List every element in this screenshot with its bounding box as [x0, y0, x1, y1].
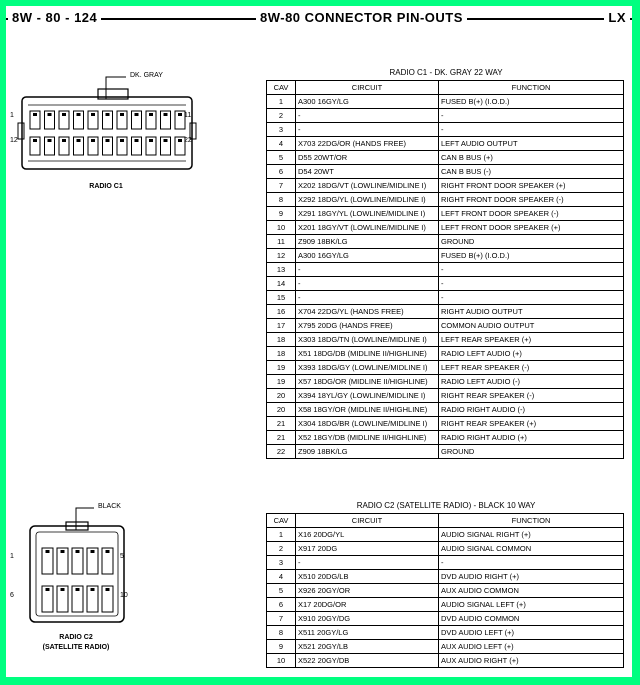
table-row [267, 249, 624, 263]
table-row [267, 640, 624, 654]
function-cell: DVD AUDIO LEFT (+) [439, 626, 624, 640]
table-row [267, 570, 624, 584]
circuit-cell: X17 20DG/OR [296, 598, 439, 612]
c1-cavity-latch [77, 139, 81, 142]
circuit-cell: X291 18GY/YL (LOWLINE/MIDLINE I) [296, 207, 439, 221]
cav-cell: 1 [267, 95, 296, 109]
function-cell: LEFT FRONT DOOR SPEAKER (+) [439, 221, 624, 235]
cav-cell: 16 [267, 305, 296, 319]
circuit-cell: X704 22DG/YL (HANDS FREE) [296, 305, 439, 319]
table-row [267, 151, 624, 165]
function-cell: GROUND [439, 235, 624, 249]
circuit-cell: X202 18DG/VT (LOWLINE/MIDLINE I) [296, 179, 439, 193]
function-cell: LEFT AUDIO OUTPUT [439, 137, 624, 151]
c2-connector-subname: (SATELLITE RADIO) [42, 644, 110, 651]
c1-cavity-latch [178, 113, 182, 116]
table-row [267, 179, 624, 193]
function-cell: RADIO LEFT AUDIO (+) [439, 347, 624, 361]
c1-cavity-latch [62, 113, 66, 116]
circuit-cell: - [296, 556, 439, 570]
c1-cavity-latch [149, 139, 153, 142]
table-row [267, 626, 624, 640]
cav-cell: 6 [267, 165, 296, 179]
cav-cell: 11 [267, 235, 296, 249]
table-row [267, 556, 624, 570]
cav-cell: 20 [267, 403, 296, 417]
c1-cavity-latch [48, 139, 52, 142]
page-title: 8W-80 CONNECTOR PIN-OUTS [256, 10, 467, 25]
table-row [267, 137, 624, 151]
table-row [267, 291, 624, 305]
cav-cell: 20 [267, 389, 296, 403]
c1-connector-name: RADIO C1 [89, 183, 123, 190]
circuit-cell: X910 20GY/DG [296, 612, 439, 626]
function-header: FUNCTION [439, 81, 624, 95]
table-row [267, 333, 624, 347]
radio-c1-connector-drawing [6, 61, 246, 191]
cav-cell: 2 [267, 542, 296, 556]
circuit-cell: - [296, 109, 439, 123]
function-cell: FUSED B(+) (I.O.D.) [439, 95, 624, 109]
function-cell: LEFT FRONT DOOR SPEAKER (-) [439, 207, 624, 221]
c1-cavity-latch [164, 113, 168, 116]
function-cell: - [439, 263, 624, 277]
cav-cell: 7 [267, 612, 296, 626]
cav-cell: 18 [267, 347, 296, 361]
circuit-cell: X304 18DG/BR (LOWLINE/MIDLINE I) [296, 417, 439, 431]
circuit-cell: - [296, 291, 439, 305]
function-cell: AUX AUDIO COMMON [439, 584, 624, 598]
c1-color-label: DK. GRAY [130, 72, 163, 79]
c2-pin-label-5: 5 [120, 553, 124, 560]
c1-pin-label-22: 22 [184, 137, 192, 144]
table-row [267, 389, 624, 403]
c2-pin-label-1: 1 [10, 553, 14, 560]
function-cell: - [439, 109, 624, 123]
table-row [267, 417, 624, 431]
circuit-cell: X292 18DG/YL (LOWLINE/MIDLINE I) [296, 193, 439, 207]
c1-cavity-latch [106, 139, 110, 142]
function-cell: FUSED B(+) (I.O.D.) [439, 249, 624, 263]
table-row [267, 123, 624, 137]
c1-cavity-latch [62, 139, 66, 142]
function-cell: - [439, 277, 624, 291]
table-row [267, 305, 624, 319]
c1-cavity-latch [120, 113, 124, 116]
cav-cell: 10 [267, 221, 296, 235]
c1-pin-label-1: 1 [10, 112, 14, 119]
c2-pin-label-6: 6 [10, 592, 14, 599]
circuit-cell: X58 18GY/OR (MIDLINE II/HIGHLINE) [296, 403, 439, 417]
circuit-cell: Z909 18BK/LG [296, 235, 439, 249]
circuit-cell: D55 20WT/OR [296, 151, 439, 165]
cav-cell: 21 [267, 417, 296, 431]
cav-cell: 10 [267, 654, 296, 668]
function-cell: RADIO RIGHT AUDIO (-) [439, 403, 624, 417]
function-cell: RIGHT FRONT DOOR SPEAKER (-) [439, 193, 624, 207]
cav-cell: 7 [267, 179, 296, 193]
page-number: 8W - 80 - 124 [8, 10, 101, 25]
circuit-cell: X522 20GY/DB [296, 654, 439, 668]
table-row [267, 319, 624, 333]
table-row [267, 207, 624, 221]
function-cell: LEFT REAR SPEAKER (+) [439, 333, 624, 347]
radio-c2-connector-drawing [6, 496, 156, 636]
circuit-cell: A300 16GY/LG [296, 249, 439, 263]
cav-cell: 13 [267, 263, 296, 277]
table-row [267, 654, 624, 668]
c2-pin-label-10: 10 [120, 592, 128, 599]
function-cell: DVD AUDIO COMMON [439, 612, 624, 626]
function-cell: GROUND [439, 445, 624, 459]
circuit-cell: X51 18DG/DB (MIDLINE II/HIGHLINE) [296, 347, 439, 361]
table-row [267, 445, 624, 459]
function-cell: - [439, 556, 624, 570]
function-cell: AUX AUDIO RIGHT (+) [439, 654, 624, 668]
circuit-cell: X511 20GY/LG [296, 626, 439, 640]
circuit-cell: X703 22DG/OR (HANDS FREE) [296, 137, 439, 151]
c1-cavity-latch [164, 139, 168, 142]
function-cell: DVD AUDIO RIGHT (+) [439, 570, 624, 584]
table-row [267, 277, 624, 291]
table-row [267, 375, 624, 389]
circuit-cell: X521 20GY/LB [296, 640, 439, 654]
table-row [267, 109, 624, 123]
c2-cavity-latch [106, 588, 110, 591]
c1-cavity-latch [106, 113, 110, 116]
c2-cavity-latch [106, 550, 110, 553]
c1-cavity-latch [91, 113, 95, 116]
table-row [267, 221, 624, 235]
function-cell: COMMON AUDIO OUTPUT [439, 319, 624, 333]
table-row [267, 528, 624, 542]
circuit-cell: X16 20DG/YL [296, 528, 439, 542]
c2-cavity-latch [46, 588, 50, 591]
cav-cell: 9 [267, 640, 296, 654]
c2-cavity-latch [61, 588, 65, 591]
model-label: LX [604, 10, 630, 25]
page-header [6, 8, 632, 28]
function-cell: AUDIO SIGNAL RIGHT (+) [439, 528, 624, 542]
circuit-cell: X303 18DG/TN (LOWLINE/MIDLINE I) [296, 333, 439, 347]
table-row [267, 193, 624, 207]
circuit-cell: X201 18GY/VT (LOWLINE/MIDLINE I) [296, 221, 439, 235]
c1-cavity-latch [91, 139, 95, 142]
cav-cell: 2 [267, 109, 296, 123]
cav-cell: 4 [267, 570, 296, 584]
table-row [267, 347, 624, 361]
c2-cavity-latch [91, 550, 95, 553]
function-cell: RADIO LEFT AUDIO (-) [439, 375, 624, 389]
c1-cavity-latch [149, 113, 153, 116]
cav-cell: 3 [267, 556, 296, 570]
circuit-cell: X52 18GY/DB (MIDLINE II/HIGHLINE) [296, 431, 439, 445]
c2-cavity-latch [61, 550, 65, 553]
c2-cavity-latch [91, 588, 95, 591]
c2-pinout-table [266, 513, 624, 668]
cav-cell: 12 [267, 249, 296, 263]
cav-cell: 17 [267, 319, 296, 333]
circuit-header: CIRCUIT [296, 514, 439, 528]
circuit-header: CIRCUIT [296, 81, 439, 95]
c1-pin-label-12: 12 [10, 137, 18, 144]
table-row [267, 542, 624, 556]
circuit-cell: - [296, 263, 439, 277]
table-row [267, 361, 624, 375]
table-row [267, 263, 624, 277]
cav-cell: 18 [267, 333, 296, 347]
table-row [267, 584, 624, 598]
c1-table-header [267, 81, 624, 95]
function-cell: RIGHT FRONT DOOR SPEAKER (+) [439, 179, 624, 193]
table-row [267, 612, 624, 626]
table-row [267, 95, 624, 109]
function-cell: CAN B BUS (+) [439, 151, 624, 165]
function-cell: AUDIO SIGNAL LEFT (+) [439, 598, 624, 612]
c1-cavity-latch [135, 113, 139, 116]
c2-connector-name: RADIO C2 [59, 634, 93, 641]
circuit-cell: D54 20WT [296, 165, 439, 179]
circuit-cell: X510 20DG/LB [296, 570, 439, 584]
circuit-cell: Z909 18BK/LG [296, 445, 439, 459]
cav-header: CAV [267, 514, 296, 528]
function-cell: AUDIO SIGNAL COMMON [439, 542, 624, 556]
cav-cell: 6 [267, 598, 296, 612]
circuit-cell: - [296, 277, 439, 291]
cav-cell: 9 [267, 207, 296, 221]
c1-pinout-table [266, 80, 624, 459]
circuit-cell: X917 20DG [296, 542, 439, 556]
cav-cell: 5 [267, 151, 296, 165]
cav-cell: 5 [267, 584, 296, 598]
cav-cell: 4 [267, 137, 296, 151]
c1-cavity-latch [33, 139, 37, 142]
table-row [267, 165, 624, 179]
c2-table-title: RADIO C2 (SATELLITE RADIO) - BLACK 10 WAY [356, 501, 536, 510]
table-row [267, 235, 624, 249]
function-cell: - [439, 291, 624, 305]
function-cell: RIGHT REAR SPEAKER (+) [439, 417, 624, 431]
function-cell: - [439, 123, 624, 137]
c1-cavity-latch [48, 113, 52, 116]
c2-cavity-latch [76, 550, 80, 553]
cav-cell: 19 [267, 375, 296, 389]
cav-cell: 1 [267, 528, 296, 542]
cav-cell: 19 [267, 361, 296, 375]
c2-cavity-latch [46, 550, 50, 553]
function-cell: RADIO RIGHT AUDIO (+) [439, 431, 624, 445]
function-header: FUNCTION [439, 514, 624, 528]
circuit-cell: X926 20GY/OR [296, 584, 439, 598]
circuit-cell: X57 18DG/OR (MIDLINE II/HIGHLINE) [296, 375, 439, 389]
c1-pin-label-11: 11 [184, 112, 192, 119]
c1-cavity-latch [178, 139, 182, 142]
cav-cell: 21 [267, 431, 296, 445]
cav-cell: 15 [267, 291, 296, 305]
cav-header: CAV [267, 81, 296, 95]
c1-cavity-latch [120, 139, 124, 142]
cav-cell: 14 [267, 277, 296, 291]
function-cell: RIGHT REAR SPEAKER (-) [439, 389, 624, 403]
circuit-cell: X393 18DG/GY (LOWLINE/MIDLINE I) [296, 361, 439, 375]
function-cell: CAN B BUS (-) [439, 165, 624, 179]
circuit-cell: - [296, 123, 439, 137]
circuit-cell: X795 20DG (HANDS FREE) [296, 319, 439, 333]
cav-cell: 3 [267, 123, 296, 137]
function-cell: AUX AUDIO LEFT (+) [439, 640, 624, 654]
diagram-page [6, 6, 632, 677]
c1-cavity-latch [77, 113, 81, 116]
cav-cell: 22 [267, 445, 296, 459]
table-row [267, 431, 624, 445]
cav-cell: 8 [267, 626, 296, 640]
circuit-cell: A300 16GY/LG [296, 95, 439, 109]
c2-cavity-latch [76, 588, 80, 591]
c2-color-label: BLACK [98, 503, 121, 510]
function-cell: LEFT REAR SPEAKER (-) [439, 361, 624, 375]
c2-table-header [267, 514, 624, 528]
function-cell: RIGHT AUDIO OUTPUT [439, 305, 624, 319]
circuit-cell: X394 18YL/GY (LOWLINE/MIDLINE I) [296, 389, 439, 403]
cav-cell: 8 [267, 193, 296, 207]
table-row [267, 403, 624, 417]
c1-table-title: RADIO C1 - DK. GRAY 22 WAY [389, 68, 503, 77]
c1-cavity-latch [135, 139, 139, 142]
table-row [267, 598, 624, 612]
c1-cavity-latch [33, 113, 37, 116]
